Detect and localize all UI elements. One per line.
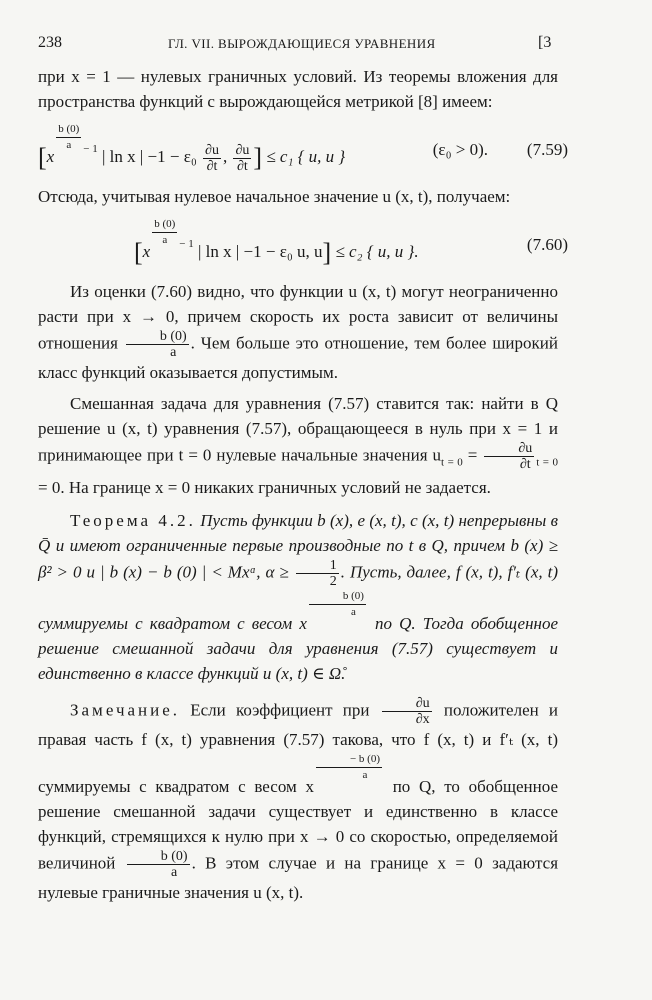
paragraph-3: Из оценки (7.60) видно, что функции u (x, t) могут неограниченно расти при x → 0, причем скорость их роста зависит от величины отношения $\frac{b (0)}{a}$ . Чем больше это отношение, тем более широкий класс функций оказывается допустимым.: [38, 282, 558, 382]
page-number: 238: [38, 34, 62, 51]
equation-tag-7-59: (7.59): [526, 140, 568, 159]
paragraph-4: Смешанная задача для уравнения (7.57) ставится так: найти в Q решение u (x, t) уравнения (7.57), обращающееся в нуль при x = 1 и принимающее при t = 0 нулевые начальные значения $u_{t = 0}$ = $\frac{\partial u}{\partial t}$ $_{t = 0}$ = 0. На границе x = 0 никаких граничных условий не задается.: [38, 394, 558, 498]
page: [38, 34, 568, 905]
theorem-label: Теорема 4.2.: [70, 511, 196, 531]
paragraph-1: при x = 1 — нулевых граничных условий. Из теоремы вложения для пространства функций с вырождающейся метрикой [8] имеем:: [38, 67, 558, 111]
running-head: ГЛ. VII. ВЫРОЖДАЮЩИЕСЯ УРАВНЕНИЯ: [168, 36, 436, 51]
running-header: [38, 34, 558, 64]
equation-7-60: [x $\frac{b (0)}{a}$ $^{- 1}$ | ln x | −1 − ε₀ u, u] ≤ c₂ { u, u }. (7.60): [134, 218, 568, 267]
equation-tag-7-60: (7.60): [526, 235, 568, 254]
paragraph-2: Отсюда, учитывая нулевое начальное значение u (x, t), получаем:: [38, 187, 511, 206]
equation-condition: (ε₀ > 0).: [432, 140, 488, 159]
theorem-4-2: Теорема 4.2. Пусть функции b (x), e (x, t), c (x, t) непрерывны в Q̄ и имеют ограниченные первые производные по t в Q, причем b (x) ≥ β² > 0 и | b (x) − b (0) | < Mxᵅ, α ≥ $\frac{1}{2}$ . Пусть, далее, f (x, t), f′ₜ (x, t) суммируемы с квадратом с весом x $\frac{b (0)}{a}$ по Q. Тогда обобщенное решение смешанной задачи для уравнения (7.57) существует и единственно в классе функций u (x, t) ∈ Ω̊.: [38, 511, 559, 684]
section-number: [3: [538, 34, 552, 51]
remark-label: Замечание.: [70, 700, 181, 720]
remark: Замечание. Если коэффициент при $\frac{\partial u}{\partial x}$ положителен и правая часть f (x, t) уравнения (7.57) такова, что f (x, t) и f′ₜ (x, t) суммируемы с квадратом с весом x $\frac{- b (0)}{a}$ по Q, то обобщенное решение смешанной задачи существует и единственно в классе функций, стремящихся к нулю при x → 0 со скоростью, определяемой величиной $\frac{b (0)}{a}$ . В этом случае и на границе x = 0 задаются нулевые граничные значения u (x, t).: [38, 696, 559, 903]
equation-7-59: [x $\frac{b (0)}{a}$ $^{- 1}$ | ln x | −1 − ε₀ $\frac{\partial u}{\partial t}$ , $\frac{\partial u}{\partial t}$ ] ≤ c₁ { u, u } (ε₀ > 0). (7.59): [38, 123, 568, 174]
